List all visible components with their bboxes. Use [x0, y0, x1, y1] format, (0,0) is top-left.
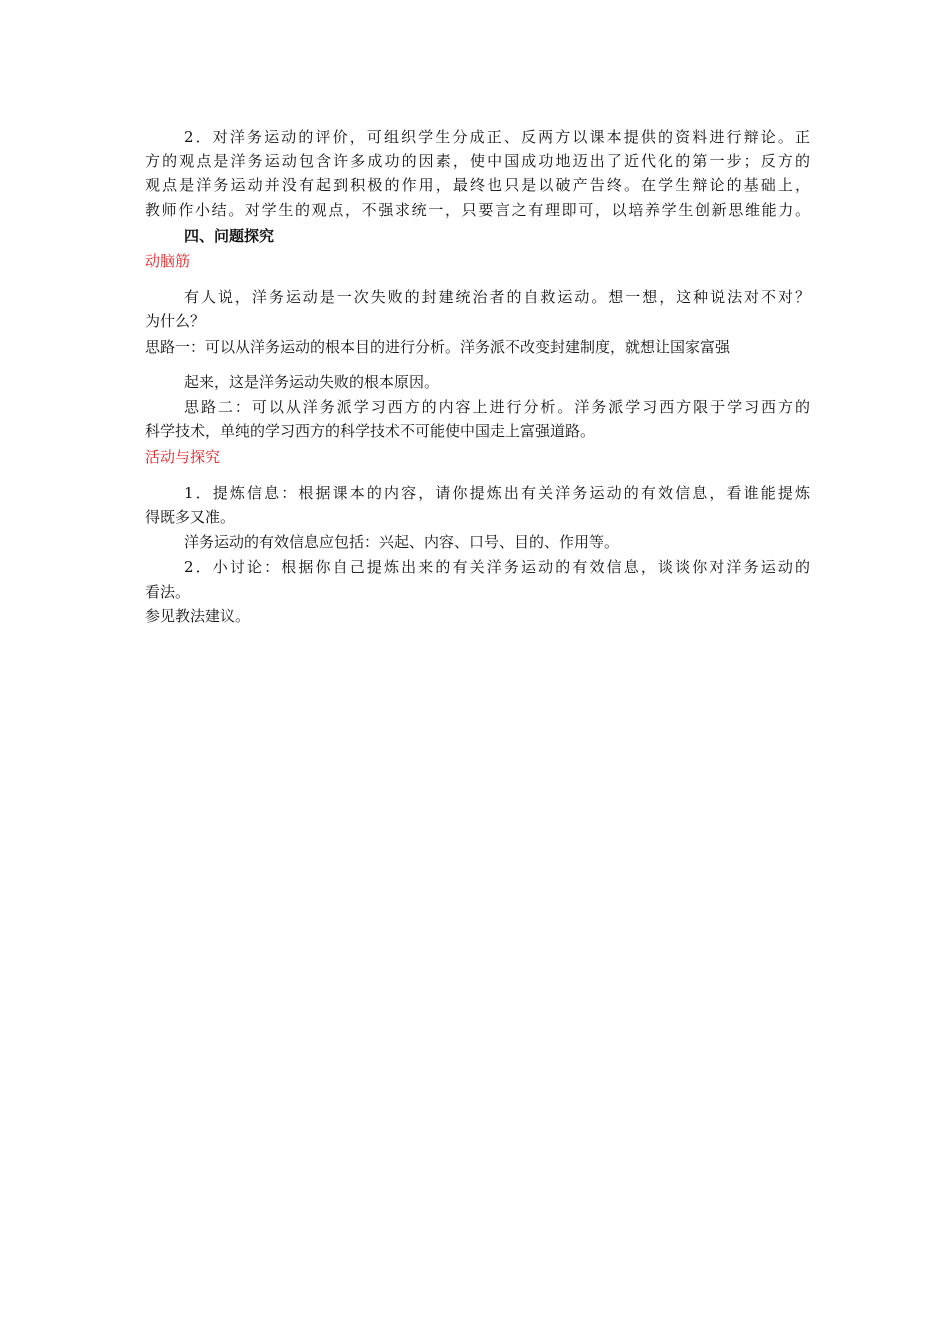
- brain-teaser-label: 动脑筋: [145, 252, 191, 270]
- debate-line-3: 观点是洋务运动并没有起到积极的作用，最终也只是以破产告终。在学生辩论的基础上，: [145, 176, 810, 194]
- debate-line-4: 教师作小结。对学生的观点，不强求统一，只要言之有理即可，以培养学生创新思维能力。: [145, 201, 810, 219]
- activity-answer-1: 洋务运动的有效信息应包括：兴起、内容、口号、目的、作用等。: [184, 533, 620, 551]
- activity-item-1-line-2: 得既多又准。: [145, 508, 236, 526]
- idea-two-line-2: 科学技术，单纯的学习西方的科学技术不可能使中国走上富强道路。: [145, 422, 596, 440]
- debate-line-2: 方的观点是洋务运动包含许多成功的因素，使中国成功地迈出了近代化的第一步；反方的: [145, 152, 810, 170]
- idea-two-line-1: 思路二：可以从洋务派学习西方的内容上进行分析。洋务派学习西方限于学习西方的: [184, 398, 810, 416]
- debate-line-1: 2．对洋务运动的评价，可组织学生分成正、反两方以课本提供的资料进行辩论。正: [184, 128, 810, 146]
- question-line-1: 有人说，洋务运动是一次失败的封建统治者的自救运动。想一想，这种说法对不对？: [184, 288, 810, 306]
- section-heading-problem-inquiry: 四、问题探究: [184, 227, 275, 245]
- idea-one-line-1: 思路一：可以从洋务运动的根本目的进行分析。洋务派不改变封建制度，就想让国家富强: [145, 338, 731, 356]
- activity-item-2-line-2: 看法。: [145, 583, 191, 601]
- reference-note: 参见教法建议。: [145, 607, 251, 625]
- activity-item-2-line-1: 2．小讨论：根据你自己提炼出来的有关洋务运动的有效信息，谈谈你对洋务运动的: [184, 558, 810, 576]
- activity-item-1-line-1: 1．提炼信息：根据课本的内容，请你提炼出有关洋务运动的有效信息，看谁能提炼: [184, 484, 810, 502]
- question-line-2: 为什么？: [145, 312, 206, 330]
- activity-label: 活动与探究: [145, 448, 221, 466]
- idea-one-line-2: 起来，这是洋务运动失败的根本原因。: [184, 373, 440, 391]
